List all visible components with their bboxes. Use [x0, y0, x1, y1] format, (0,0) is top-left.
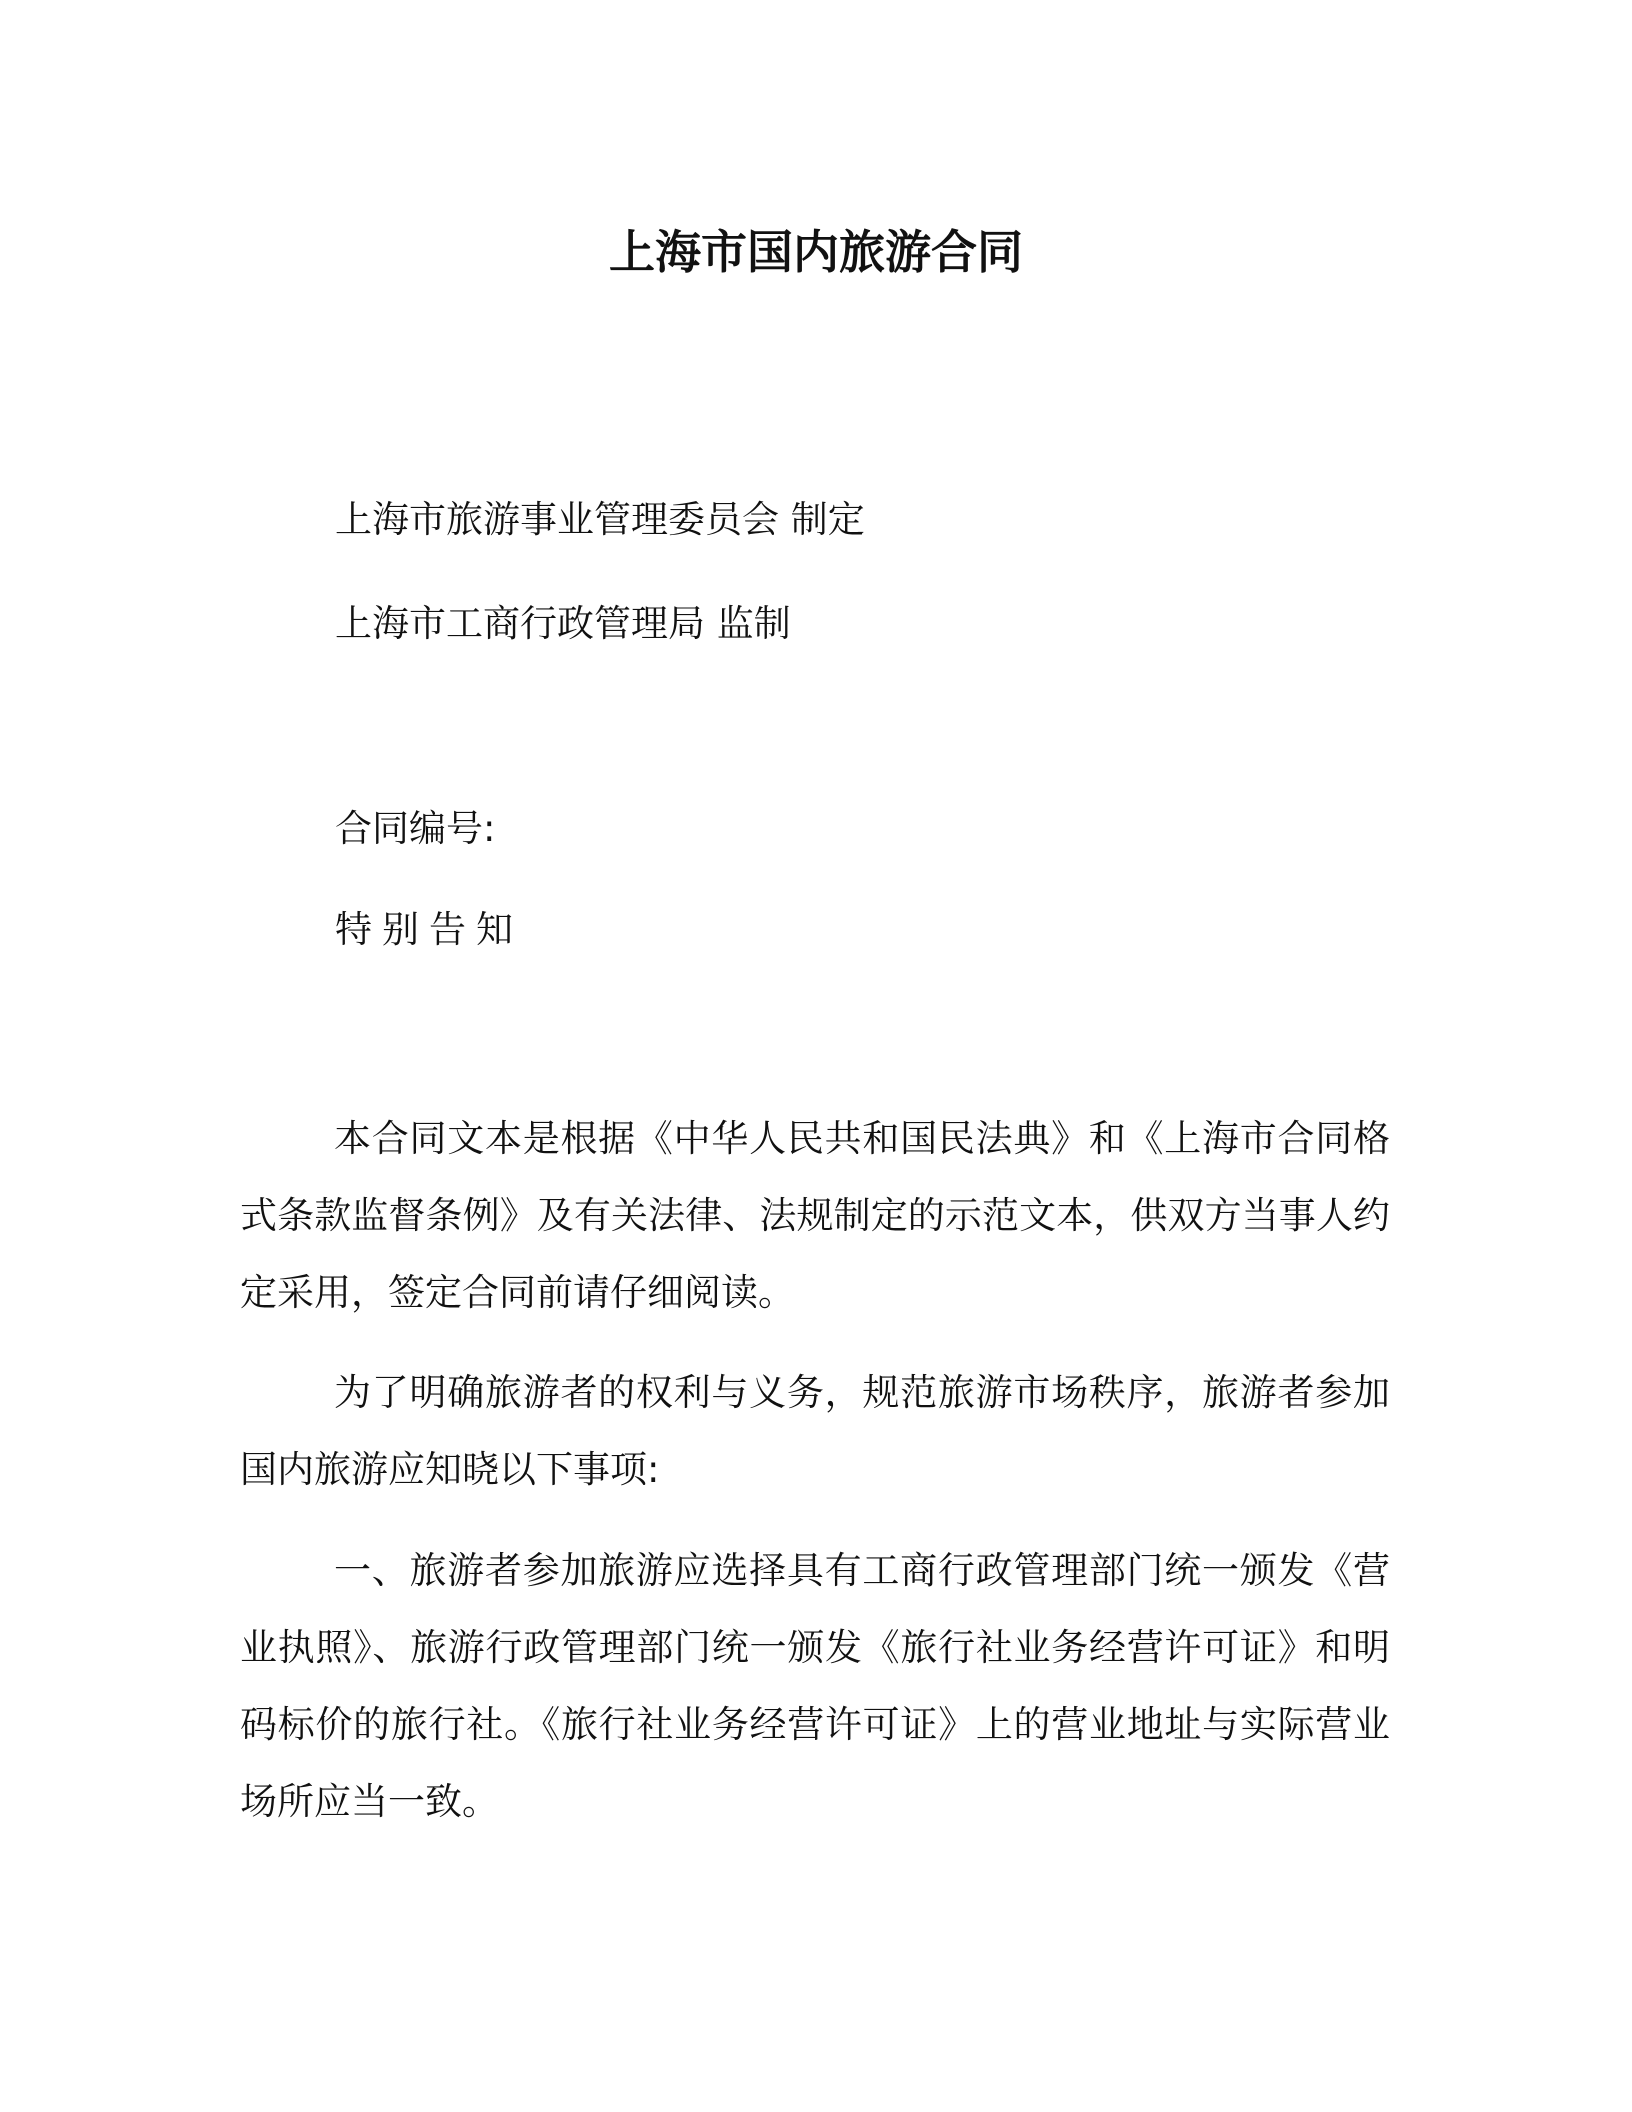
contract-number-label: 合同编号: — [335, 807, 496, 850]
supervisor-line: 上海市工商行政管理局 监制 — [335, 602, 791, 645]
notice-heading: 特别告知 — [335, 908, 523, 951]
issuer-line: 上海市旅游事业管理委员会 制定 — [335, 498, 865, 541]
paragraph-purpose: 为了明确旅游者的权利与义务，规范旅游市场秩序，旅游者参加国内旅游应知晓以下事项: — [240, 1371, 1390, 1491]
document-title: 上海市国内旅游合同 — [609, 225, 1023, 279]
paragraph-intro: 本合同文本是根据《中华人民共和国民法典》和《上海市合同格式条款监督条例》及有关法律、法规制定的示范文本，供双方当事人约定采用，签定合同前请仔细阅读。 — [240, 1117, 1390, 1314]
paragraph-item-one: 一、旅游者参加旅游应选择具有工商行政管理部门统一颁发《营业执照》、旅游行政管理部门统一颁发《旅行社业务经营许可证》和明码标价的旅行社。《旅行社业务经营许可证》上的营业地址与实际营业场所应当一致。 — [240, 1549, 1390, 1823]
